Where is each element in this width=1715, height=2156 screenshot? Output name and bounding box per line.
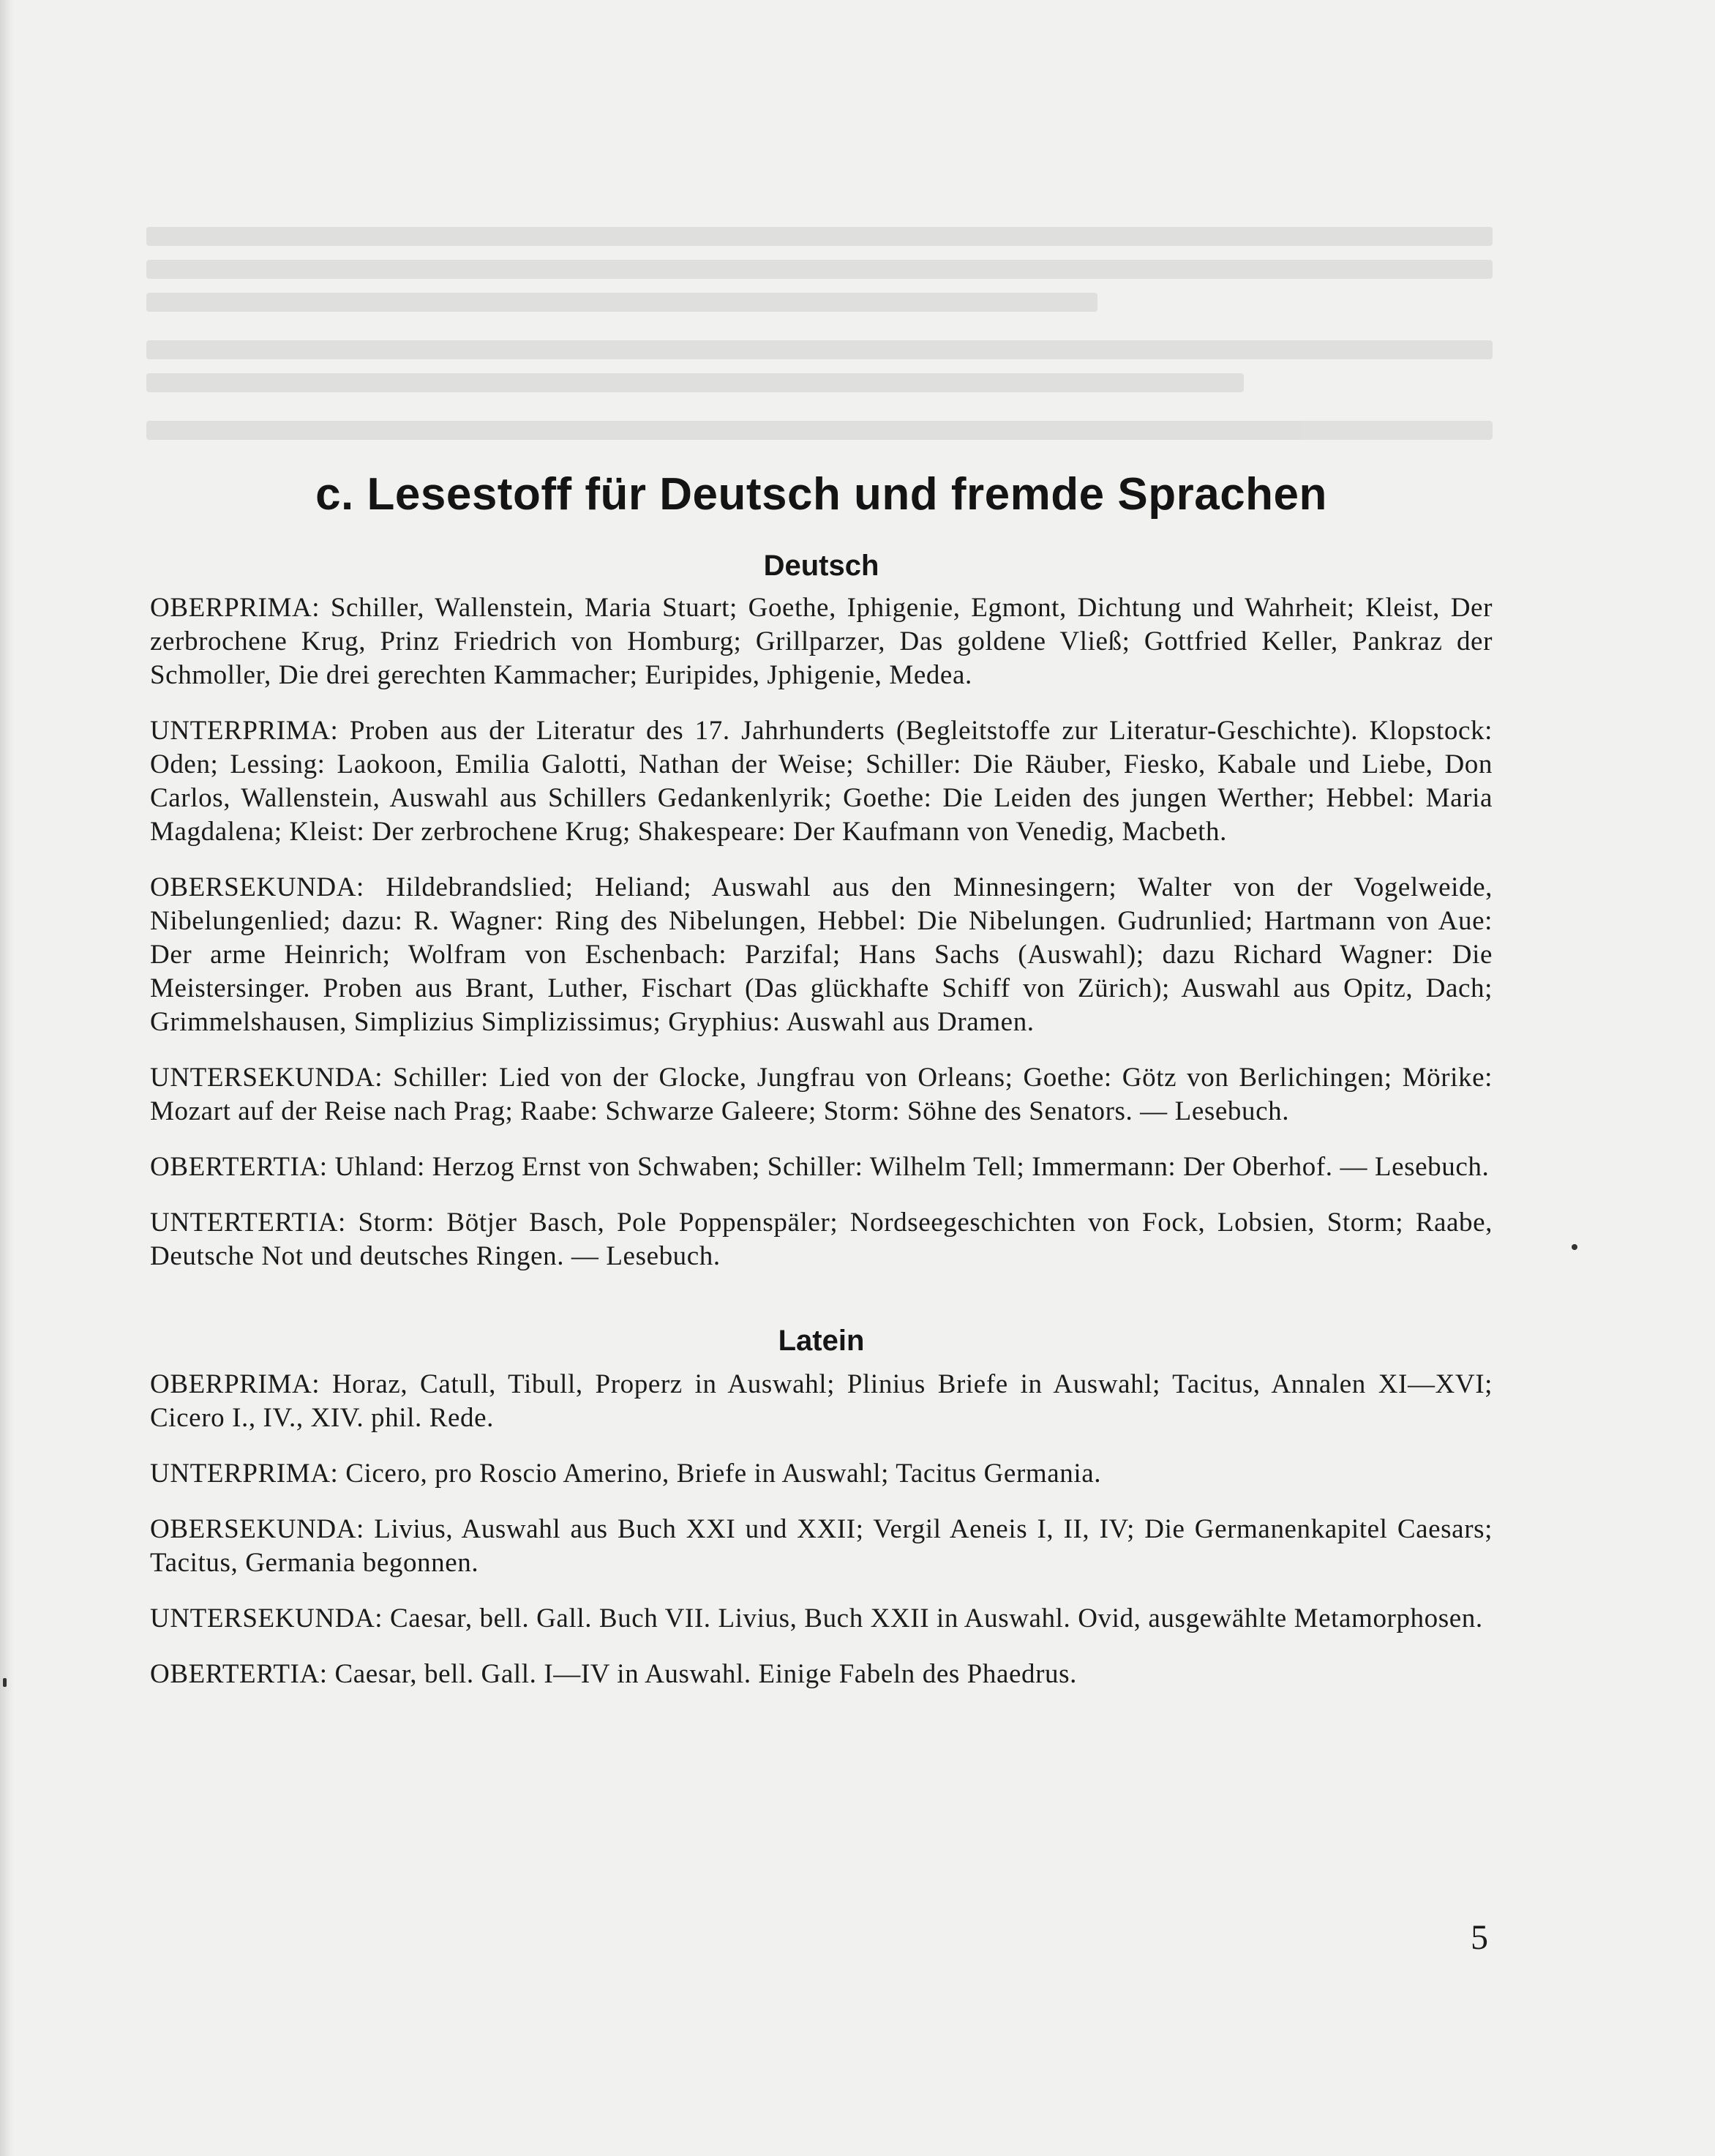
page-content (150, 468, 1493, 1713)
reading-list-entry: UNTERPRIMA: Cicero, pro Roscio Amerino, Briefe in Auswahl; Tacitus Germania. (150, 1459, 1102, 1489)
reading-list-entry: UNTERPRIMA: Proben aus der Literatur des 17. Jahrhunderts (Begleitstoffe zur Literatur-Geschichte). Klopstock: Oden; Lessing: Laokoon, Emilia Galotti, Nathan der Weise; Schiller: Die Räuber, Fiesko, Kabale und Liebe, Don Carlos, Wallenstein, Auswahl aus Schillers Gedankenlyrik; Goethe: Die Leiden des jungen Werther; Hebbel: Maria Magdalena; Kleist: Der zerbrochene Krug; Shakespeare: Der Kaufmann von Venedig, Macbeth. (150, 716, 1493, 847)
show-through-line (146, 260, 1493, 279)
reading-list-entry: UNTERSEKUNDA: Schiller: Lied von der Glocke, Jungfrau von Orleans; Goethe: Götz von Berlichingen; Mörike: Mozart auf der Reise nach Prag; Raabe: Schwarze Galeere; Storm: Söhne des Senators. — Lesebuch. (150, 1063, 1493, 1126)
show-through-line (146, 293, 1097, 312)
page-binding-edge (0, 0, 15, 2156)
print-speck (3, 1678, 7, 1687)
show-through-line (146, 373, 1244, 392)
reading-list-entry: OBERSEKUNDA: Hildebrandslied; Heliand; Auswahl aus den Minnesingern; Walter von der Vogelweide, Nibelungenlied; dazu: R. Wagner: Ring des Nibelungen, Hebbel: Die Nibelungen. Gudrunlied; Hartmann von Aue: Der arme Heinrich; Wolfram von Eschenbach: Parzifal; Hans Sachs (Auswahl); dazu Richard Wagner: Die Meistersinger. Proben aus Brant, Luther, Fischart (Das glückhafte Schiff von Zürich); Auswahl aus Opitz, Dach; Grimmelshausen, Simplizius Simplizissimus; Gryphius: Auswahl aus Dramen. (150, 872, 1493, 1037)
print-speck (1572, 1244, 1577, 1250)
section-heading-deutsch: Deutsch (763, 550, 879, 582)
show-through-line (146, 421, 1493, 440)
page-title: c. Lesestoff für Deutsch und fremde Sprachen (315, 469, 1327, 520)
show-through-line (146, 227, 1493, 246)
reading-list-entry: UNTERTERTIA: Storm: Bötjer Basch, Pole Poppenspäler; Nordseegeschichten von Fock, Lobsien, Storm; Raabe, Deutsche Not und deutsches Ringen. — Lesebuch. (150, 1208, 1493, 1271)
show-through-line (146, 340, 1493, 359)
show-through-from-reverse-page (146, 157, 1493, 465)
page-number: 5 (1471, 1918, 1488, 1957)
reading-list-entry: UNTERSEKUNDA: Caesar, bell. Gall. Buch VII. Livius, Buch XXII in Auswahl. Ovid, ausgewählte Metamorphosen. (150, 1603, 1483, 1633)
reading-list-entry: OBERPRIMA: Horaz, Catull, Tibull, Properz in Auswahl; Plinius Briefe in Auswahl; Tacitus, Annalen XI—XVI; Cicero I., IV., XIV. phil. Rede. (150, 1369, 1493, 1433)
reading-list-entry: OBERTERTIA: Caesar, bell. Gall. I—IV in Auswahl. Einige Fabeln des Phaedrus. (150, 1659, 1077, 1689)
reading-list-entry: OBERPRIMA: Schiller, Wallenstein, Maria Stuart; Goethe, Iphigenie, Egmont, Dichtung und Wahrheit; Kleist, Der zerbrochene Krug, Prinz Friedrich von Homburg; Grillparzer, Das goldene Vließ; Gottfried Keller, Pankraz der Schmoller, Die drei gerechten Kammacher; Euripides, Jphigenie, Medea. (150, 593, 1493, 690)
section-heading-latein: Latein (778, 1325, 865, 1357)
reading-list-entry: OBERSEKUNDA: Livius, Auswahl aus Buch XXI und XXII; Vergil Aeneis I, II, IV; Die Germanenkapitel Caesars; Tacitus, Germania begonnen. (150, 1514, 1493, 1578)
reading-list-entry: OBERTERTIA: Uhland: Herzog Ernst von Schwaben; Schiller: Wilhelm Tell; Immermann: Der Oberhof. — Lesebuch. (150, 1152, 1490, 1182)
